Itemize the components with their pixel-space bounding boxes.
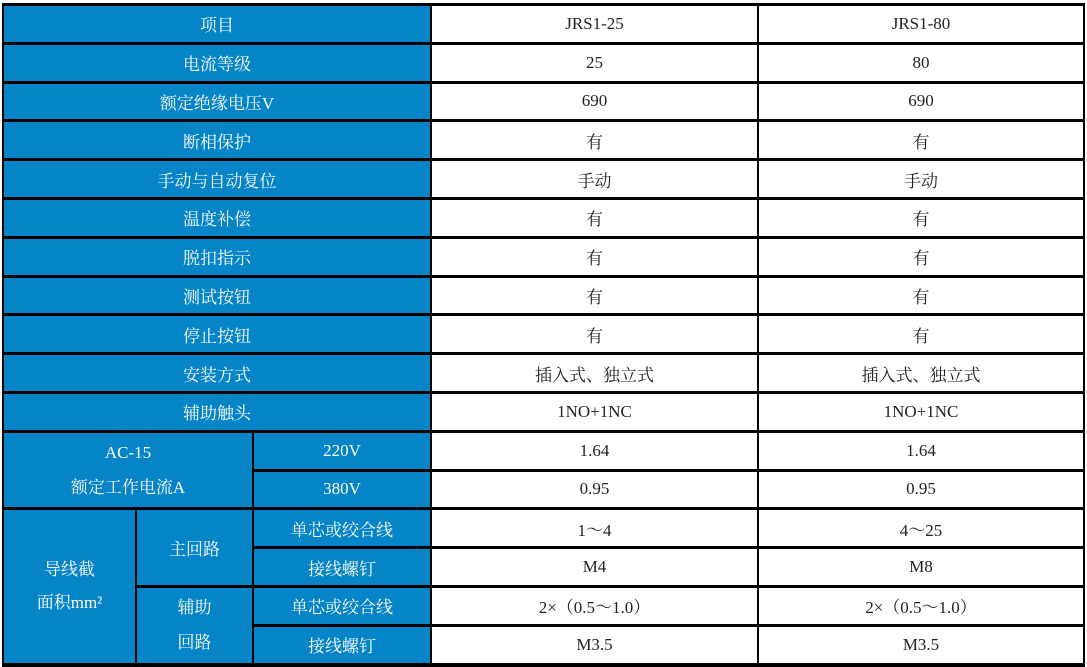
row-label: 停止按钮: [3, 315, 431, 354]
table-row-manual-auto-reset: [3, 160, 1084, 199]
table-row-aux-wire: [3, 586, 1084, 625]
col-header-jrs1-25: JRS1-25: [431, 5, 758, 44]
sub-row-label-screw: 接线螺钉: [253, 625, 431, 664]
value-cell: 有: [431, 198, 758, 237]
row-label: 测试按钮: [3, 276, 431, 315]
table-row-auxiliary-contacts: [3, 392, 1084, 431]
spec-table: [2, 3, 1085, 667]
aux-circuit-label: [136, 586, 253, 664]
main-circuit-label: 主回路: [136, 509, 253, 587]
value-cell: 手动: [431, 160, 758, 199]
table-row-main-wire: [3, 509, 1084, 548]
value-cell: 手动: [758, 160, 1084, 199]
table-row-stop-button: [3, 315, 1084, 354]
conductor-label-line2: 面积mm²: [36, 593, 103, 613]
table-row-temperature-compensation: [3, 198, 1084, 237]
value-cell: 有: [431, 121, 758, 160]
aux-label-line1: 辅助: [177, 598, 212, 618]
table-row-insulation-voltage: [3, 82, 1084, 121]
row-label: 电流等级: [3, 43, 431, 82]
row-label-item: 项目: [3, 5, 431, 44]
value-cell: M4: [431, 548, 758, 587]
row-label: 安装方式: [3, 354, 431, 393]
value-cell: 0.95: [431, 470, 758, 509]
value-cell: 25: [431, 43, 758, 82]
value-cell: 1NO+1NC: [758, 392, 1084, 431]
value-cell: 有: [758, 237, 1084, 276]
value-cell: 有: [758, 276, 1084, 315]
value-cell: 4～25: [758, 509, 1084, 548]
table-row-header: [3, 5, 1084, 44]
value-cell: 有: [758, 121, 1084, 160]
conductor-label-line1: 导线截: [44, 560, 95, 580]
sub-row-label-220v: 220V: [253, 431, 431, 470]
aux-label-line2: 回路: [177, 633, 212, 653]
value-cell: 有: [431, 315, 758, 354]
value-cell: 有: [431, 237, 758, 276]
value-cell: 80: [758, 43, 1084, 82]
sub-row-label-wire: 单芯或绞合线: [253, 509, 431, 548]
col-header-jrs1-80: JRS1-80: [758, 5, 1084, 44]
value-cell: M3.5: [431, 625, 758, 664]
row-label: 断相保护: [3, 121, 431, 160]
ac15-label-line2: 额定工作电流A: [70, 478, 186, 498]
table-row-phase-failure-protection: [3, 121, 1084, 160]
value-cell: 1～4: [431, 509, 758, 548]
value-cell: 1.64: [431, 431, 758, 470]
value-cell: 有: [758, 315, 1084, 354]
sub-row-label-screw: 接线螺钉: [253, 548, 431, 587]
value-cell: 0.95: [758, 470, 1084, 509]
spec-table-container: [2, 3, 1085, 667]
row-label: 手动与自动复位: [3, 160, 431, 199]
value-cell: 2×（0.5～1.0）: [431, 586, 758, 625]
row-label: 温度补偿: [3, 198, 431, 237]
value-cell: 1NO+1NC: [431, 392, 758, 431]
table-row-test-button: [3, 276, 1084, 315]
value-cell: 有: [758, 198, 1084, 237]
row-label: 额定绝缘电压V: [3, 82, 431, 121]
table-row-ac15-220v: [3, 431, 1084, 470]
sub-row-label-wire: 单芯或绞合线: [253, 586, 431, 625]
value-cell: 1.64: [758, 431, 1084, 470]
value-cell: 插入式、独立式: [431, 354, 758, 393]
value-cell: M3.5: [758, 625, 1084, 664]
sub-row-label-380v: 380V: [253, 470, 431, 509]
value-cell: M8: [758, 548, 1084, 587]
value-cell: 2×（0.5～1.0）: [758, 586, 1084, 625]
value-cell: 690: [758, 82, 1084, 121]
conductor-section-label: [3, 509, 136, 665]
value-cell: 有: [431, 276, 758, 315]
row-label: 脱扣指示: [3, 237, 431, 276]
table-row-mounting-method: [3, 354, 1084, 393]
table-row-current-class: [3, 43, 1084, 82]
value-cell: 插入式、独立式: [758, 354, 1084, 393]
row-label: 辅助触头: [3, 392, 431, 431]
value-cell: 690: [431, 82, 758, 121]
table-row-trip-indication: [3, 237, 1084, 276]
ac15-section-label: [3, 431, 253, 509]
ac15-label-line1: AC-15: [104, 443, 152, 463]
